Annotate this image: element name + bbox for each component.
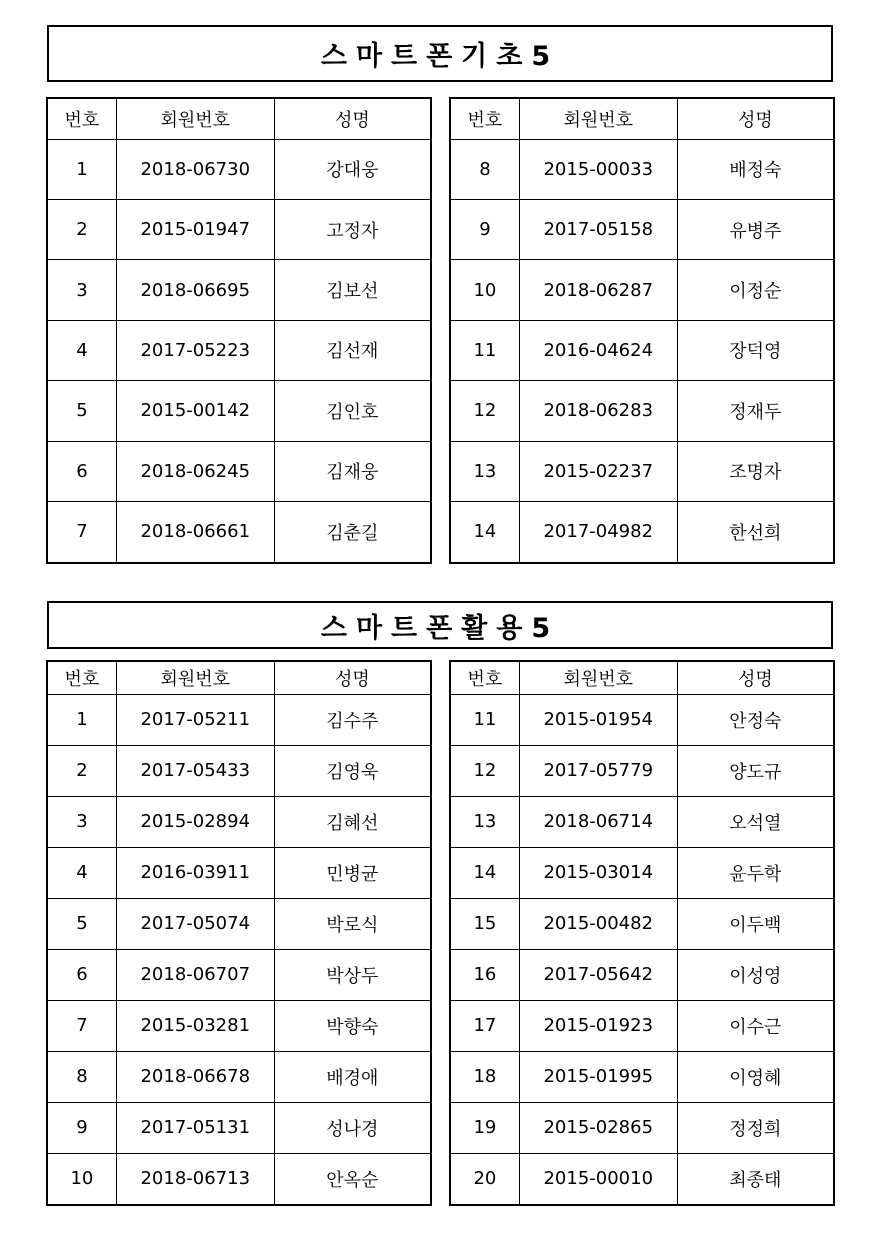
member-name: 김영욱 (274, 745, 431, 796)
table-row (47, 1051, 431, 1102)
member-name: 김춘길 (274, 501, 431, 563)
member-name: 정재두 (677, 381, 834, 441)
member-id: 2016-03911 (116, 847, 274, 898)
table-header-row (47, 98, 431, 139)
column-header-member-id: 회원번호 (519, 661, 677, 694)
member-id: 2018-06714 (519, 796, 677, 847)
table-row (47, 260, 431, 320)
table-row (450, 1153, 834, 1205)
section-title: 스마트폰활용5 (47, 601, 833, 649)
member-id: 2015-00142 (116, 381, 274, 441)
row-number: 8 (47, 1051, 116, 1102)
table-row (47, 949, 431, 1000)
member-id: 2018-06695 (116, 260, 274, 320)
row-number: 16 (450, 949, 519, 1000)
member-name: 장덕영 (677, 320, 834, 380)
row-number: 6 (47, 441, 116, 501)
member-id: 2017-05223 (116, 320, 274, 380)
member-name: 안정숙 (677, 694, 834, 745)
table-row (450, 796, 834, 847)
table-header-row (47, 661, 431, 694)
column-header-member-id: 회원번호 (116, 661, 274, 694)
member-id: 2018-06287 (519, 260, 677, 320)
member-id: 2018-06283 (519, 381, 677, 441)
table-row (47, 898, 431, 949)
table-row (450, 1000, 834, 1051)
member-name: 이정순 (677, 260, 834, 320)
member-name: 고정자 (274, 199, 431, 259)
row-number: 1 (47, 694, 116, 745)
member-id: 2018-06707 (116, 949, 274, 1000)
row-number: 15 (450, 898, 519, 949)
row-number: 7 (47, 501, 116, 563)
column-header-number: 번호 (47, 98, 116, 139)
row-number: 19 (450, 1102, 519, 1153)
row-number: 11 (450, 694, 519, 745)
member-name: 한선희 (677, 501, 834, 563)
member-name: 윤두학 (677, 847, 834, 898)
member-name: 이성영 (677, 949, 834, 1000)
row-number: 13 (450, 441, 519, 501)
row-number: 14 (450, 501, 519, 563)
table-row (450, 1102, 834, 1153)
member-id: 2017-05433 (116, 745, 274, 796)
table-row (450, 441, 834, 501)
table-row (47, 796, 431, 847)
member-id: 2015-03281 (116, 1000, 274, 1051)
member-name: 김보선 (274, 260, 431, 320)
section-title: 스마트폰기초5 (47, 25, 833, 82)
column-header-member-id: 회원번호 (519, 98, 677, 139)
row-number: 3 (47, 260, 116, 320)
member-id: 2017-05074 (116, 898, 274, 949)
member-name: 김선재 (274, 320, 431, 380)
member-name: 강대웅 (274, 139, 431, 199)
table-row (47, 501, 431, 563)
member-id: 2015-02237 (519, 441, 677, 501)
row-number: 13 (450, 796, 519, 847)
member-name: 이영혜 (677, 1051, 834, 1102)
row-number: 9 (450, 199, 519, 259)
member-id: 2015-02894 (116, 796, 274, 847)
member-name: 배경애 (274, 1051, 431, 1102)
table-row (47, 745, 431, 796)
member-id: 2018-06713 (116, 1153, 274, 1205)
table-row (47, 441, 431, 501)
row-number: 12 (450, 381, 519, 441)
table-row (47, 694, 431, 745)
table-row (450, 847, 834, 898)
member-id: 2017-05158 (519, 199, 677, 259)
member-id: 2017-05642 (519, 949, 677, 1000)
table-row (450, 694, 834, 745)
member-name: 김재웅 (274, 441, 431, 501)
roster-table (449, 97, 835, 564)
member-id: 2017-04982 (519, 501, 677, 563)
member-id: 2016-04624 (519, 320, 677, 380)
table-row (47, 139, 431, 199)
member-name: 정정희 (677, 1102, 834, 1153)
column-header-member-id: 회원번호 (116, 98, 274, 139)
member-name: 조명자 (677, 441, 834, 501)
member-name: 최종태 (677, 1153, 834, 1205)
row-number: 10 (47, 1153, 116, 1205)
column-header-name: 성명 (274, 661, 431, 694)
row-number: 6 (47, 949, 116, 1000)
row-number: 5 (47, 381, 116, 441)
row-number: 14 (450, 847, 519, 898)
table-row (450, 199, 834, 259)
row-number: 10 (450, 260, 519, 320)
member-name: 김혜선 (274, 796, 431, 847)
column-header-name: 성명 (677, 661, 834, 694)
column-header-name: 성명 (274, 98, 431, 139)
row-number: 5 (47, 898, 116, 949)
roster-table (46, 97, 432, 564)
row-number: 4 (47, 320, 116, 380)
member-name: 성나경 (274, 1102, 431, 1153)
member-name: 박상두 (274, 949, 431, 1000)
table-row (450, 501, 834, 563)
member-id: 2015-01923 (519, 1000, 677, 1051)
member-name: 유병주 (677, 199, 834, 259)
member-name: 양도규 (677, 745, 834, 796)
row-number: 12 (450, 745, 519, 796)
table-row (47, 381, 431, 441)
table-row (450, 949, 834, 1000)
member-name: 안옥순 (274, 1153, 431, 1205)
member-id: 2017-05779 (519, 745, 677, 796)
table-row (450, 320, 834, 380)
row-number: 9 (47, 1102, 116, 1153)
row-number: 3 (47, 796, 116, 847)
member-id: 2018-06245 (116, 441, 274, 501)
member-name: 이두백 (677, 898, 834, 949)
member-id: 2015-00033 (519, 139, 677, 199)
member-id: 2015-02865 (519, 1102, 677, 1153)
member-id: 2018-06730 (116, 139, 274, 199)
roster-table (46, 660, 432, 1206)
row-number: 20 (450, 1153, 519, 1205)
column-header-number: 번호 (47, 661, 116, 694)
member-id: 2015-01954 (519, 694, 677, 745)
table-row (47, 847, 431, 898)
row-number: 17 (450, 1000, 519, 1051)
column-header-name: 성명 (677, 98, 834, 139)
member-name: 배정숙 (677, 139, 834, 199)
table-row (450, 260, 834, 320)
row-number: 4 (47, 847, 116, 898)
row-number: 11 (450, 320, 519, 380)
row-number: 2 (47, 745, 116, 796)
table-row (450, 139, 834, 199)
table-row (450, 898, 834, 949)
table-header-row (450, 661, 834, 694)
column-header-number: 번호 (450, 98, 519, 139)
member-id: 2015-00482 (519, 898, 677, 949)
member-id: 2017-05211 (116, 694, 274, 745)
member-name: 김수주 (274, 694, 431, 745)
member-id: 2017-05131 (116, 1102, 274, 1153)
member-name: 박로식 (274, 898, 431, 949)
member-id: 2015-00010 (519, 1153, 677, 1205)
member-id: 2018-06678 (116, 1051, 274, 1102)
member-id: 2018-06661 (116, 501, 274, 563)
member-name: 이수근 (677, 1000, 834, 1051)
row-number: 7 (47, 1000, 116, 1051)
member-name: 김인호 (274, 381, 431, 441)
member-id: 2015-03014 (519, 847, 677, 898)
member-name: 민병균 (274, 847, 431, 898)
table-row (450, 1051, 834, 1102)
roster-table (449, 660, 835, 1206)
row-number: 18 (450, 1051, 519, 1102)
table-row (450, 381, 834, 441)
member-id: 2015-01947 (116, 199, 274, 259)
member-name: 오석열 (677, 796, 834, 847)
member-name: 박향숙 (274, 1000, 431, 1051)
table-row (47, 1000, 431, 1051)
table-row (47, 320, 431, 380)
column-header-number: 번호 (450, 661, 519, 694)
row-number: 2 (47, 199, 116, 259)
member-id: 2015-01995 (519, 1051, 677, 1102)
row-number: 1 (47, 139, 116, 199)
table-row (450, 745, 834, 796)
row-number: 8 (450, 139, 519, 199)
table-row (47, 199, 431, 259)
table-row (47, 1153, 431, 1205)
table-row (47, 1102, 431, 1153)
table-header-row (450, 98, 834, 139)
